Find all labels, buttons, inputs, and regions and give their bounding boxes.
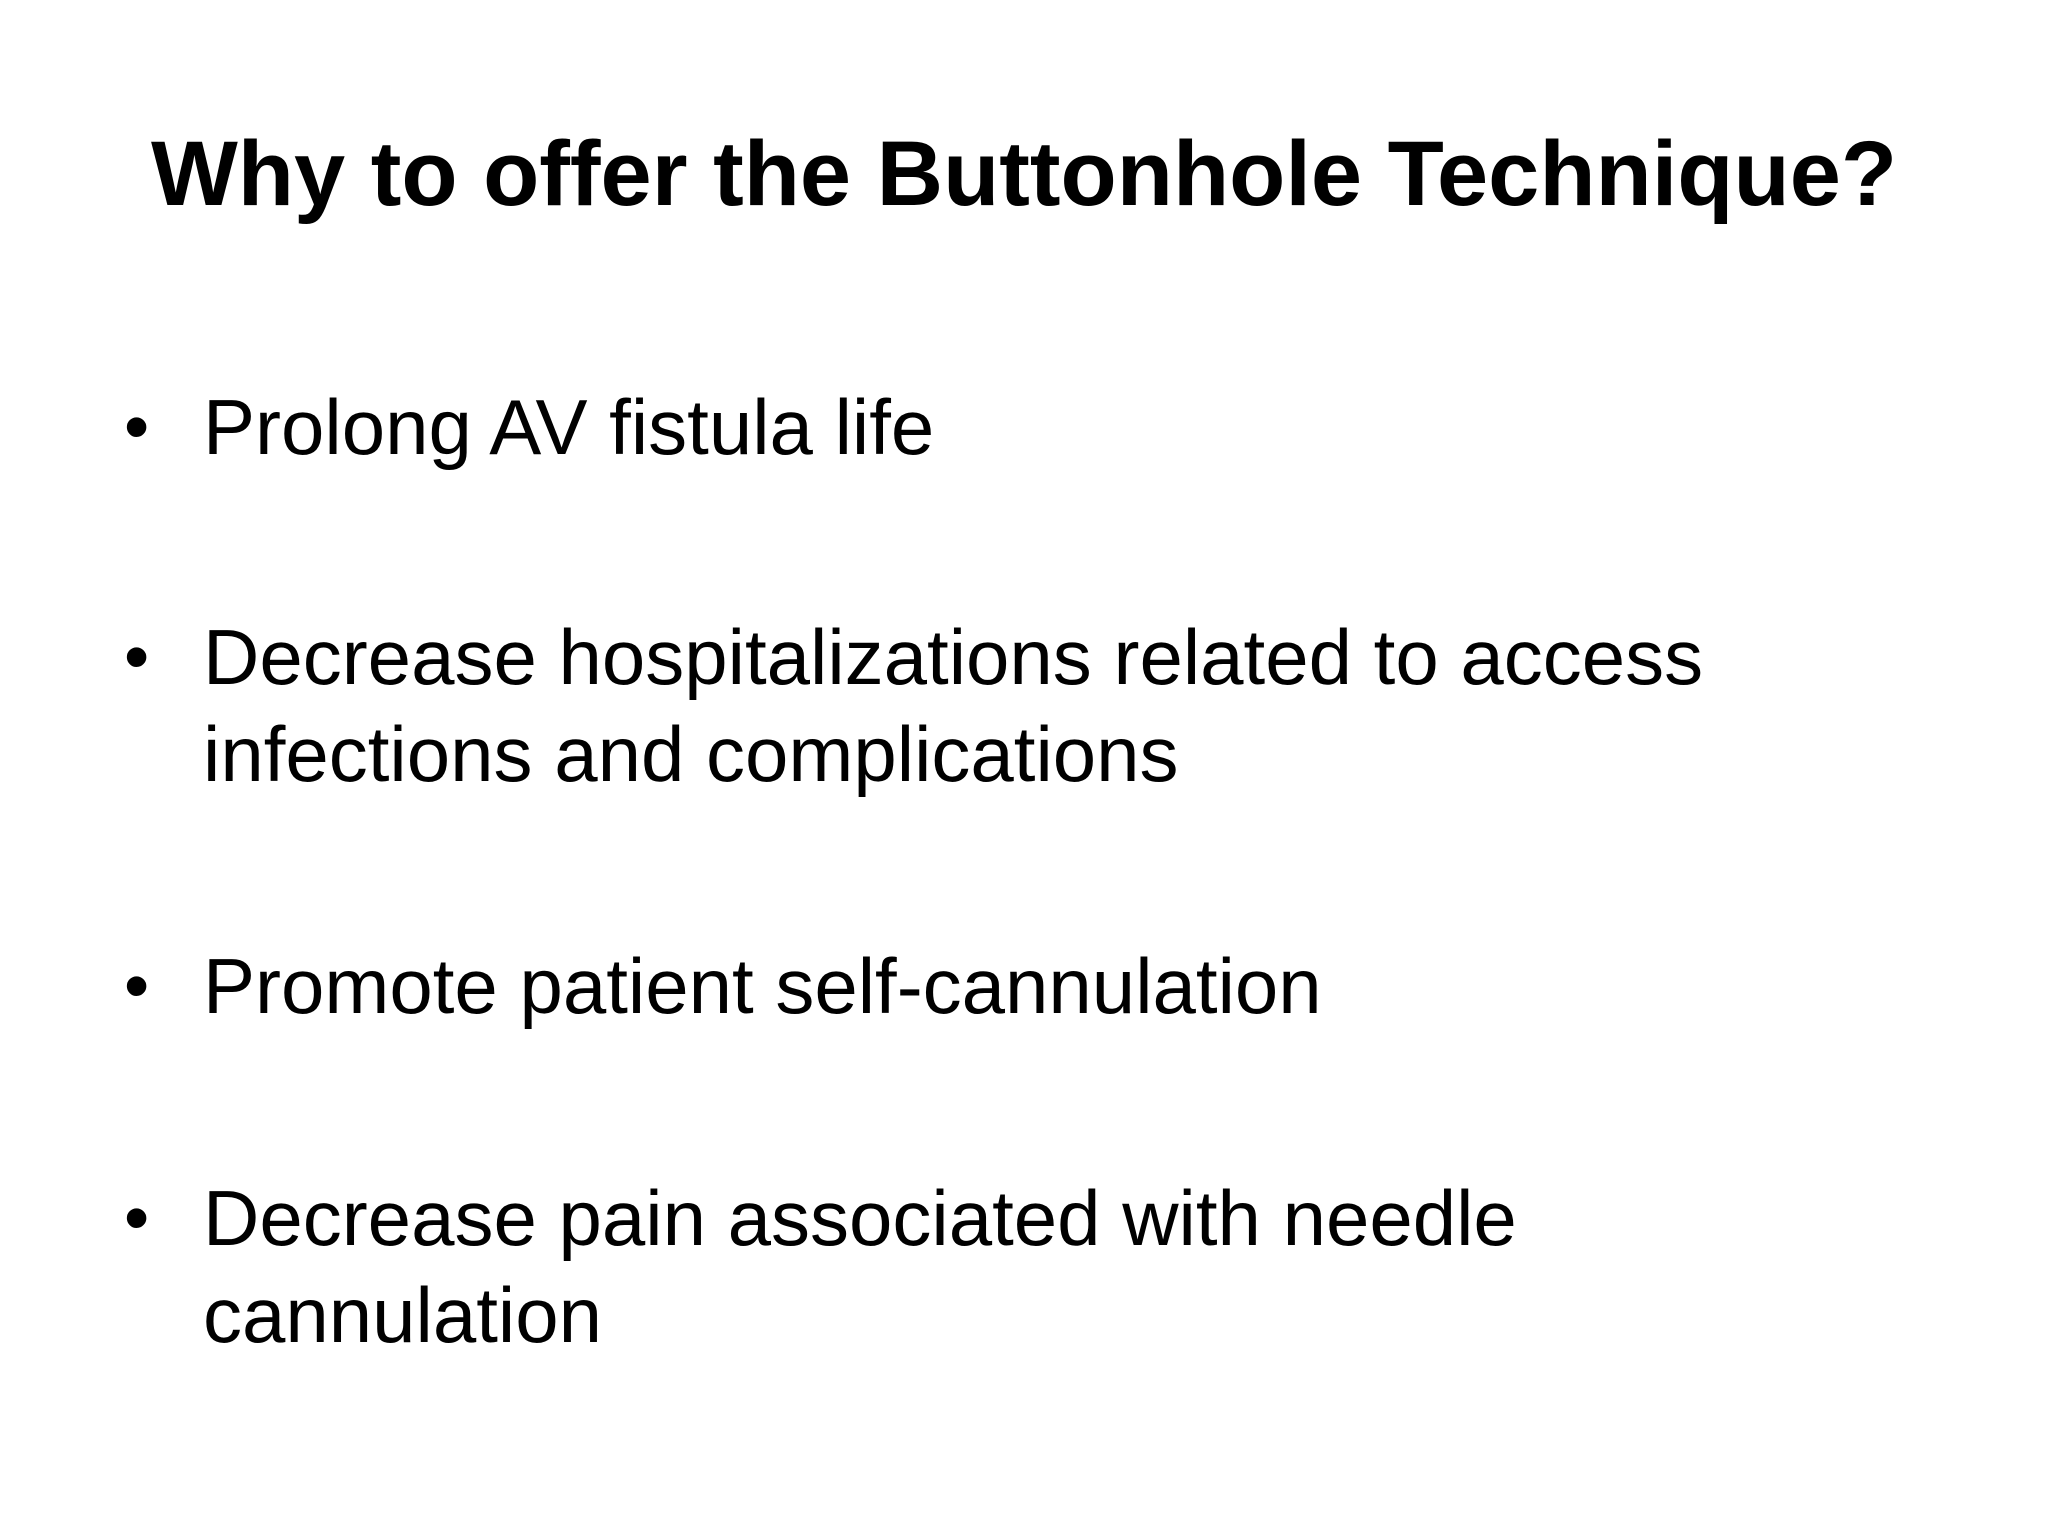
bullet-icon: • — [124, 946, 150, 1026]
slide-title: Why to offer the Buttonhole Technique? — [150, 123, 1898, 225]
bullet-icon: • — [124, 387, 150, 467]
bullet-text: Prolong AV fistula life — [203, 383, 935, 471]
bullet-icon: • — [124, 1178, 150, 1258]
bullet-text: Decrease hospitalizations related to access infections and complications — [203, 613, 1704, 798]
bullet-text: Promote patient self-cannulation — [203, 942, 1322, 1030]
bullet-text: Decrease pain associated with needle cannulation — [203, 1174, 1517, 1359]
bullet-icon: • — [124, 617, 150, 697]
